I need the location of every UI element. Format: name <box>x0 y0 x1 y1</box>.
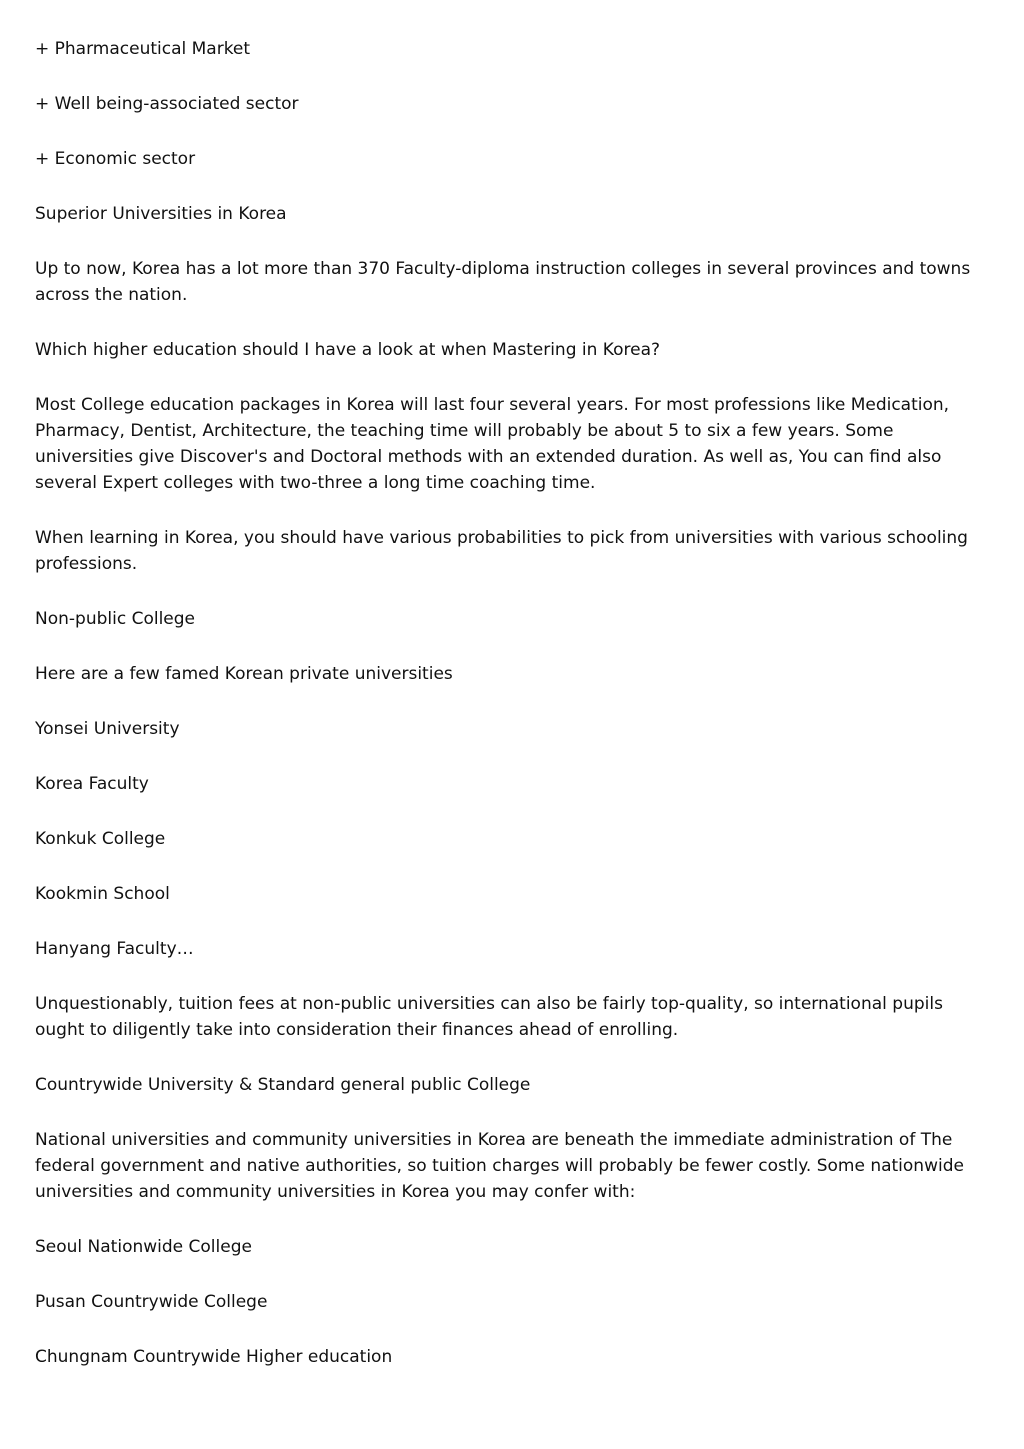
paragraph: Which higher education should I have a look at when Mastering in Korea? <box>35 340 661 360</box>
list-item: Hanyang Faculty… <box>35 939 194 959</box>
list-item: Chungnam Countrywide Higher education <box>35 1347 393 1367</box>
paragraph: + Pharmaceutical Market <box>35 39 251 59</box>
paragraph: + Economic sector <box>35 149 196 169</box>
list-item: Korea Faculty <box>35 774 149 794</box>
section-heading: Superior Universities in Korea <box>35 204 287 224</box>
paragraph: + Well being-associated sector <box>35 94 299 114</box>
list-item: Kookmin School <box>35 884 170 904</box>
paragraph: Here are a few famed Korean private universities <box>35 664 453 684</box>
paragraph: Up to now, Korea has a lot more than 370 Faculty-diploma instruction colleges in several provinces and towns across the nation. <box>35 259 971 305</box>
section-heading: Non-public College <box>35 609 196 629</box>
list-item: Konkuk College <box>35 829 166 849</box>
paragraph: When learning in Korea, you should have various probabilities to pick from universities with various schooling professions. <box>35 528 968 574</box>
section-heading: Countrywide University & Standard general public College <box>35 1075 531 1095</box>
paragraph: Most College education packages in Korea will last four several years. For most professions like Medication, Pharmacy, Dentist, Architecture, the teaching time will probably be about 5 to six a few years. Some universities give Discover's and Doctoral methods with an extended duration. As well as, You can find also several Expert colleges with two-three a long time coaching time. <box>35 395 950 493</box>
document-body <box>35 36 995 1399</box>
paragraph: Unquestionably, tuition fees at non-public universities can also be fairly top-quality, so international pupils ought to diligently take into consideration their finances ahead of enrolling. <box>35 994 943 1040</box>
list-item: Seoul Nationwide College <box>35 1237 252 1257</box>
list-item: Yonsei University <box>35 719 180 739</box>
list-item: Pusan Countrywide College <box>35 1292 268 1312</box>
paragraph: National universities and community universities in Korea are beneath the immediate administration of The federal government and native authorities, so tuition charges will probably be fewer costly. Some nationwide universities and community universities in Korea you may confer with: <box>35 1130 964 1202</box>
